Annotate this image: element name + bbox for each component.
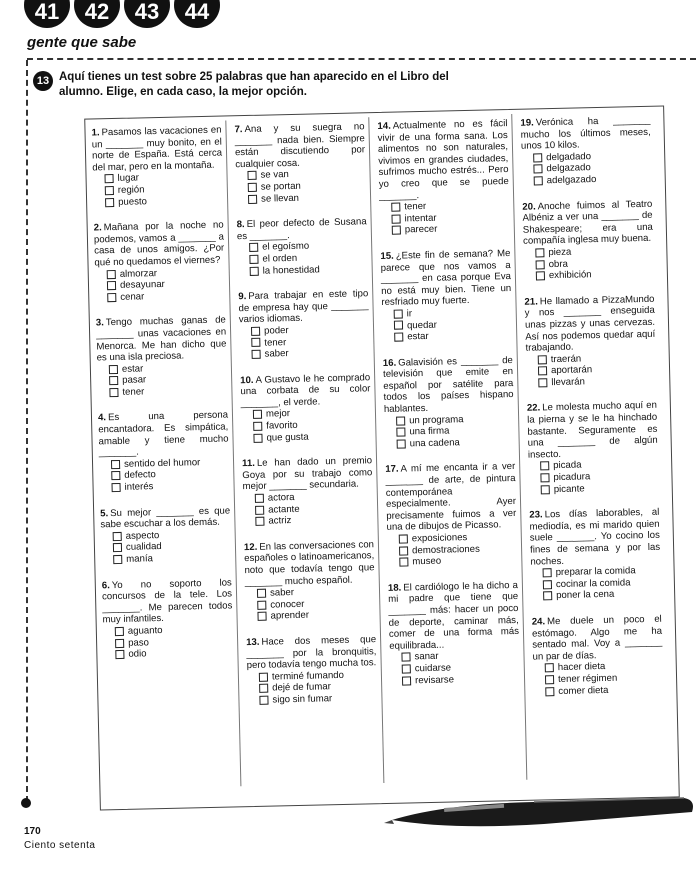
answer-option-label: comer dieta <box>558 684 609 697</box>
question-column-2 <box>234 121 378 720</box>
answer-option-label: una cadena <box>409 437 460 450</box>
question-number: 21. <box>524 296 538 308</box>
question-number: 23. <box>529 509 543 521</box>
checkbox-icon[interactable] <box>259 684 268 693</box>
checkbox-icon[interactable] <box>540 473 549 482</box>
answer-option[interactable] <box>390 672 520 687</box>
answer-option[interactable] <box>99 479 229 494</box>
answer-option-label: adelgazado <box>546 174 597 187</box>
question-item <box>242 455 374 527</box>
question-number: 7. <box>234 124 243 136</box>
checkbox-icon[interactable] <box>257 612 266 621</box>
checkbox-icon[interactable] <box>253 410 262 419</box>
question-body: Tengo muchas ganas de _______ unas vacaciones en Menorca. Me han dicho que es una isla preciosa. <box>96 314 227 364</box>
checkbox-icon[interactable] <box>248 194 257 203</box>
pen-illustration <box>384 790 700 832</box>
question-column-3 <box>377 118 520 701</box>
question-text <box>529 507 660 568</box>
question-body: Es una persona encantadora. Es simpática, amable y tiene mucho _______. <box>98 409 229 459</box>
question-body: Le han dado un premio Goya por su trabajo como mejor _______ secundaria. <box>242 455 373 493</box>
answer-option[interactable] <box>529 481 659 496</box>
answer-option-label: intentar <box>404 212 437 225</box>
checkbox-icon[interactable] <box>399 546 408 555</box>
checkbox-icon[interactable] <box>538 366 547 375</box>
question-number: 8. <box>236 219 245 231</box>
answer-option-label: puesto <box>117 195 148 208</box>
checkbox-icon[interactable] <box>115 627 124 636</box>
question-body: Su mejor _______ es que sabe escuchar a los demás. <box>100 505 231 531</box>
question-item <box>532 614 664 698</box>
question-text <box>102 577 233 626</box>
answer-option-label: actriz <box>268 515 292 527</box>
answer-option-label: revisarse <box>414 673 455 686</box>
checkbox-icon[interactable] <box>109 365 118 374</box>
question-text <box>246 634 377 672</box>
question-item <box>383 355 515 451</box>
checkbox-icon[interactable] <box>253 422 262 431</box>
answer-option[interactable] <box>236 191 366 206</box>
answer-option-label: saber <box>269 587 295 599</box>
answer-option-label: saber <box>264 348 289 360</box>
question-text <box>244 539 375 588</box>
question-text <box>242 455 373 493</box>
question-text <box>238 288 369 326</box>
checkbox-icon[interactable] <box>536 271 545 280</box>
question-text <box>527 400 658 461</box>
question-column-4 <box>520 115 663 712</box>
answer-option-label: conocer <box>270 598 305 611</box>
checkbox-icon[interactable] <box>257 600 266 609</box>
answer-option-label: hacer dieta <box>557 661 606 674</box>
question-text <box>520 115 651 153</box>
answer-option[interactable] <box>97 384 227 399</box>
checkbox-icon[interactable] <box>112 483 121 492</box>
answer-option[interactable] <box>103 647 233 662</box>
checkbox-icon[interactable] <box>251 338 260 347</box>
checkbox-icon[interactable] <box>543 580 552 589</box>
question-number: 20. <box>522 201 536 213</box>
question-number: 24. <box>531 616 546 628</box>
answer-option-label: exhibición <box>548 269 592 282</box>
checkbox-icon[interactable] <box>105 198 114 207</box>
checkbox-icon[interactable] <box>401 653 410 662</box>
question-body: Actualmente no es fácil vivir de una forma sana. Los alimentos no son naturales, vivimos en grandes ciudades, sufrimos mucho estrés... Pero yo creo que se puede _______. <box>377 118 509 202</box>
answer-option[interactable] <box>241 430 371 445</box>
checkbox-icon[interactable] <box>113 532 122 541</box>
question-item <box>96 315 228 399</box>
question-body: Mañana por la noche no podemos, vamos a _______ a casa de unos amigos. ¿Por qué no quedamos el viernes? <box>93 219 225 269</box>
answer-option[interactable] <box>522 173 652 188</box>
answer-option-label: tener <box>404 201 427 213</box>
question-text <box>385 461 517 533</box>
checkbox-icon[interactable] <box>104 174 113 183</box>
question-text <box>524 293 655 354</box>
answer-option-label: favorito <box>266 419 298 432</box>
checkbox-icon[interactable] <box>107 269 116 278</box>
answer-option-label: aportarán <box>550 364 593 377</box>
answer-option-label: aprender <box>270 610 310 622</box>
question-body: Anoche fuimos al Teatro Albéniz a ver una _______ de Shakespeare; era una compañía inglesa muy buena. <box>522 198 653 248</box>
answer-option-label: sentido del humor <box>123 456 201 470</box>
question-text <box>100 505 230 531</box>
answer-option-label: odio <box>128 648 147 660</box>
checkbox-icon[interactable] <box>255 517 264 526</box>
answer-option[interactable] <box>385 436 515 451</box>
answer-option-label: llevarán <box>551 376 586 389</box>
answer-option-label: la honestidad <box>262 263 320 277</box>
question-item <box>522 198 654 282</box>
question-number: 4. <box>97 412 107 424</box>
question-text <box>377 118 509 202</box>
question-text <box>532 614 663 663</box>
question-body: Para trabajar en este tipo de empresa hay que _______ varios idiomas. <box>238 288 369 326</box>
answer-option-label: delgadado <box>546 150 592 163</box>
exercise-instructions: Aquí tienes un test sobre 25 palabras que han aparecido en el Libro del alumno. Elige, en cada caso, la mejor opción. <box>59 71 449 98</box>
checkbox-icon[interactable] <box>259 696 268 705</box>
question-item <box>520 115 652 187</box>
question-text <box>388 580 520 652</box>
question-number: 17. <box>385 464 399 476</box>
answer-option[interactable] <box>239 346 369 361</box>
question-number: 15. <box>380 250 394 262</box>
answer-option[interactable] <box>387 554 517 569</box>
checkbox-icon[interactable] <box>396 416 405 425</box>
answer-option-label: picante <box>553 483 585 495</box>
checkbox-icon[interactable] <box>536 260 545 269</box>
answer-option-label: pasar <box>122 374 147 387</box>
question-number: 11. <box>241 458 256 470</box>
unit-badge-42: 42 <box>74 0 120 28</box>
answer-option-label: estar <box>121 363 144 375</box>
answer-option-label: paso <box>128 636 150 649</box>
question-text <box>240 372 371 410</box>
question-item <box>524 293 656 389</box>
question-number: 13. <box>246 636 260 649</box>
answer-option-label: sigo sin fumar <box>272 693 333 706</box>
checkbox-icon[interactable] <box>545 687 554 696</box>
answer-option-label: obra <box>548 258 568 270</box>
question-body: En las conversaciones con españoles o latinoamericanos, noto que todavía tengo que _______ mucho español. <box>244 539 375 588</box>
answer-option-label: preparar la comida <box>555 565 636 579</box>
checkbox-icon[interactable] <box>538 378 547 387</box>
answer-option-label: cocinar la comida <box>555 577 631 590</box>
checkbox-icon[interactable] <box>533 165 542 174</box>
answer-option-label: el egoísmo <box>262 240 310 254</box>
answer-option-label: actante <box>268 503 300 516</box>
answer-option-label: que gusta <box>266 431 309 444</box>
answer-option-label: pieza <box>548 246 572 259</box>
answer-option-label: tener <box>122 386 145 398</box>
question-column-1 <box>91 125 233 676</box>
checkbox-icon[interactable] <box>397 439 406 448</box>
checkbox-icon[interactable] <box>255 494 264 503</box>
answer-option-label: cuidarse <box>414 662 452 675</box>
answer-option-label: poder <box>263 324 289 337</box>
question-number: 14. <box>377 120 391 133</box>
answer-option-label: estar <box>407 331 429 343</box>
checkbox-icon[interactable] <box>248 183 257 192</box>
question-number: 22. <box>526 402 541 415</box>
question-body: El peor defecto de Susana es _______. <box>236 216 367 242</box>
answer-option[interactable] <box>526 375 656 390</box>
question-text <box>96 315 227 364</box>
question-text <box>94 220 225 269</box>
question-body: Hace dos meses que _______ por la bronquitis, pero todavía tengo mucha tos. <box>246 634 377 672</box>
answer-option-label: parecer <box>404 224 438 236</box>
question-item <box>98 410 230 494</box>
question-text <box>522 198 653 247</box>
answer-option-label: aguanto <box>127 624 163 637</box>
question-text <box>91 125 222 174</box>
question-body: A mí me encanta ir a ver _______ de arte, de pintura contemporánea especialmente. Ayer precisamente fuimos a ver una de dibujos de Picasso. <box>385 461 517 534</box>
question-number: 1. <box>91 127 100 139</box>
answer-option-label: picada <box>553 459 582 472</box>
unit-badge-44: 44 <box>174 0 220 28</box>
question-item <box>244 539 376 623</box>
answer-option[interactable] <box>382 329 512 344</box>
checkbox-icon[interactable] <box>107 281 116 290</box>
question-text <box>380 248 511 309</box>
checkbox-icon[interactable] <box>540 462 549 471</box>
checkbox-icon[interactable] <box>251 327 260 336</box>
question-body: Me duele un poco el estómago. Algo me ha sentado mal. Voy a _______ un par de días. <box>531 613 663 663</box>
answer-option-label: picadura <box>553 471 591 484</box>
checkbox-icon[interactable] <box>259 672 268 681</box>
answer-option[interactable] <box>93 194 223 209</box>
question-item <box>91 125 223 209</box>
answer-option-label: mejor <box>265 408 291 421</box>
checkbox-icon[interactable] <box>113 543 122 552</box>
question-body: Yo no soporto los concursos de la tele. Los _______. Me parecen todos muy infantiles. <box>101 577 233 626</box>
question-item <box>377 118 510 237</box>
checkbox-icon[interactable] <box>249 255 258 264</box>
checkbox-icon[interactable] <box>541 485 550 494</box>
checkbox-icon[interactable] <box>392 226 401 235</box>
checkbox-icon[interactable] <box>111 471 120 480</box>
question-number: 12. <box>243 541 258 553</box>
checkbox-icon[interactable] <box>115 650 124 659</box>
question-text <box>237 216 367 242</box>
question-number: 9. <box>238 291 247 303</box>
checkbox-icon[interactable] <box>391 214 400 223</box>
checkbox-icon[interactable] <box>109 388 118 397</box>
checkbox-icon[interactable] <box>111 460 120 469</box>
question-body: Ana y su suegra no _______ nada bien. Siempre están discutiendo por cualquier cosa. <box>234 121 366 171</box>
question-body: El cardiólogo le ha dicho a mi padre que tiene que _______ más: hacer un poco de deporte, caminar más, comer de una forma más equilibrada... <box>388 579 520 652</box>
answer-option-label: dejé de fumar <box>272 681 331 694</box>
checkbox-icon[interactable] <box>391 203 400 212</box>
answer-option-label: cualidad <box>125 541 162 554</box>
question-text <box>234 121 365 170</box>
answer-option[interactable] <box>95 289 225 304</box>
answer-option[interactable] <box>524 268 654 283</box>
checkbox-icon[interactable] <box>394 321 403 330</box>
answer-option-label: delgazado <box>546 162 591 175</box>
question-number: 10. <box>240 374 254 386</box>
question-text <box>383 355 514 416</box>
checkbox-icon[interactable] <box>399 534 408 543</box>
question-body: Pasamos las vacaciones en un _______ muy bonito, en el norte de España. Está cerca del mar, pero en la montaña. <box>91 124 223 174</box>
answer-option-label: región <box>117 184 145 196</box>
checkbox-icon[interactable] <box>250 266 259 275</box>
exercise-number: 13 <box>33 71 53 91</box>
answer-option-label: se portan <box>260 180 301 193</box>
margin-dot <box>21 798 31 808</box>
checkbox-icon[interactable] <box>394 309 403 318</box>
answer-option-label: museo <box>412 555 442 568</box>
question-number: 6. <box>101 579 110 591</box>
unit-badge-41: 41 <box>24 0 70 28</box>
checkbox-icon[interactable] <box>545 675 554 684</box>
question-item <box>94 220 226 304</box>
checkbox-icon[interactable] <box>107 293 116 302</box>
checkbox-icon[interactable] <box>396 428 405 437</box>
answer-option[interactable] <box>380 222 510 237</box>
answer-option-label: una firma <box>409 425 450 438</box>
answer-option-label: interés <box>124 481 154 493</box>
answer-option[interactable] <box>238 263 368 278</box>
checkbox-icon[interactable] <box>402 664 411 673</box>
section-title: gente que sabe <box>27 34 137 51</box>
question-body: Verónica ha _______ mucho los últimos meses, unos 10 kilos. <box>520 114 651 152</box>
checkbox-icon[interactable] <box>109 376 118 385</box>
page-number: 170 <box>24 826 41 837</box>
answer-option-label: actora <box>267 492 295 504</box>
answer-option-label: terminé fumando <box>271 669 345 683</box>
question-body: Galavisión es _______ de televisión que emite en español por satélite para todos los países hispano hablantes. <box>382 354 514 416</box>
checkbox-icon[interactable] <box>534 176 543 185</box>
answer-option-label: demostraciones <box>411 543 480 556</box>
answer-option-label: cenar <box>120 291 145 303</box>
question-number: 2. <box>93 222 102 234</box>
question-body: A Gustavo le he comprado una corbata de su color _______, el verde. <box>240 371 371 410</box>
question-body: He llamado a PizzaMundo y nos _______ enseguida unas pizzas y unas cervezas. Así nos podemos quedar aquí trabajando. <box>524 293 656 354</box>
dashed-margin-line <box>26 60 28 802</box>
dashed-divider <box>27 58 696 60</box>
answer-option[interactable] <box>247 692 377 707</box>
answer-option-label: tener <box>264 336 287 349</box>
question-item <box>102 577 234 661</box>
answer-option-label: ir <box>406 308 413 320</box>
answer-option-label: sanar <box>414 651 439 663</box>
answer-option[interactable] <box>245 609 375 624</box>
checkbox-icon[interactable] <box>543 568 552 577</box>
checkbox-icon[interactable] <box>115 638 124 647</box>
question-item <box>527 400 659 496</box>
answer-option[interactable] <box>243 513 373 528</box>
answer-option-label: defecto <box>124 469 156 482</box>
question-item <box>380 248 512 344</box>
answer-option-label: un programa <box>409 413 464 427</box>
checkbox-icon[interactable] <box>394 333 403 342</box>
question-number: 3. <box>95 317 105 329</box>
answer-option-label: exposiciones <box>411 532 468 545</box>
answer-option-label: se van <box>260 169 289 182</box>
checkbox-icon[interactable] <box>543 592 552 601</box>
question-item <box>238 288 370 360</box>
checkbox-icon[interactable] <box>538 355 547 364</box>
question-item <box>246 634 378 706</box>
question-item <box>385 461 517 568</box>
checkbox-icon[interactable] <box>105 186 114 195</box>
checkbox-icon[interactable] <box>402 676 411 685</box>
answer-option-label: quedar <box>406 319 437 331</box>
question-body: ¿Este fin de semana? Me parece que nos vamos a _______ en casa porque Eva no está muy bien. Tiene un resfriado muy fuerte. <box>380 247 512 309</box>
answer-option-label: traerán <box>550 353 582 365</box>
answer-option-label: aspecto <box>125 529 160 542</box>
question-number: 18. <box>387 582 402 594</box>
question-item <box>237 216 368 277</box>
question-item <box>234 121 366 205</box>
checkbox-icon[interactable] <box>533 153 542 162</box>
answer-option-label: almorzar <box>119 267 158 280</box>
question-item <box>100 505 231 566</box>
answer-option[interactable] <box>101 551 231 566</box>
question-item <box>240 372 372 444</box>
page-number-words: Ciento setenta <box>24 840 96 851</box>
question-item <box>529 507 661 603</box>
question-body: Le molesta mucho aquí en la pierna y se le ha hinchado bastante. Seguramente es una _______ de algún insecto. <box>527 400 658 461</box>
checkbox-icon[interactable] <box>545 663 554 672</box>
answer-option[interactable] <box>533 683 663 698</box>
checkbox-icon[interactable] <box>253 433 262 442</box>
checkbox-icon[interactable] <box>257 589 266 598</box>
answer-option-label: tener régimen <box>557 672 618 685</box>
checkbox-icon[interactable] <box>535 248 544 257</box>
checkbox-icon[interactable] <box>249 243 258 252</box>
unit-badge-43: 43 <box>124 0 170 28</box>
question-number: 16. <box>382 357 397 369</box>
answer-option-label: el orden <box>262 252 298 265</box>
question-number: 19. <box>520 117 534 129</box>
answer-option[interactable] <box>531 588 661 603</box>
answer-option-label: poner la cena <box>556 589 615 602</box>
checkbox-icon[interactable] <box>255 505 264 514</box>
question-number: 5. <box>100 507 109 520</box>
checkbox-icon[interactable] <box>252 350 261 359</box>
checkbox-icon[interactable] <box>113 555 122 564</box>
answer-option-label: manía <box>126 553 154 565</box>
answer-option-label: lugar <box>117 172 140 185</box>
checkbox-icon[interactable] <box>247 171 256 180</box>
answer-option-label: se llevan <box>260 192 300 205</box>
test-sheet <box>84 106 680 811</box>
checkbox-icon[interactable] <box>399 558 408 567</box>
question-item <box>388 580 520 687</box>
question-body: Los días laborables, al mediodía, es mi marido quien suele _______. Yo cocino los fines de semana y por las noches. <box>529 506 661 568</box>
question-text <box>98 410 229 459</box>
answer-option-label: desayunar <box>119 279 165 292</box>
